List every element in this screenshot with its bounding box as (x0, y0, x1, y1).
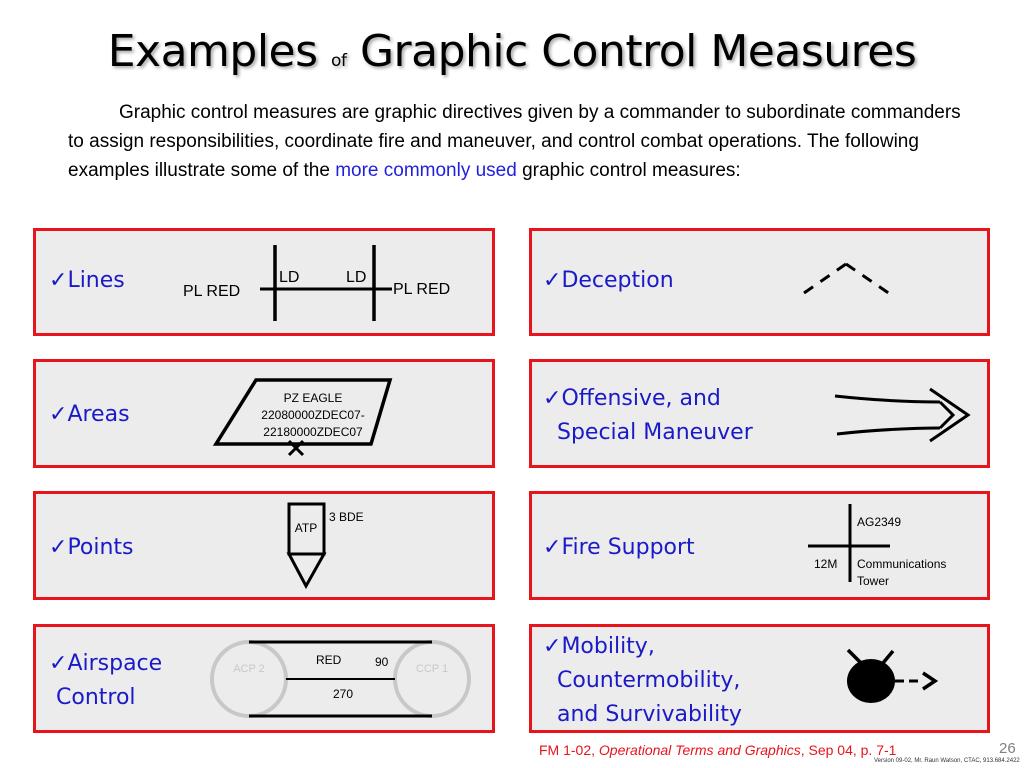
title-part1: Examples (107, 26, 318, 77)
version-note: Version 09-02, Mr. Raun Watson, CTAC, 913.684.2422 (874, 758, 1020, 764)
ammo-transfer-point-symbol (36, 494, 492, 597)
offensive-label-line1: Offensive, and (561, 386, 721, 411)
mobility-label-line3: and Survivability (557, 702, 742, 727)
citation-title: Operational Terms and Graphics (598, 742, 801, 758)
atp-text: ATP (294, 521, 318, 535)
check-icon: ✓ (49, 651, 68, 676)
target-desc-line1: Communications (857, 557, 947, 571)
ccp-label: CCP 1 (415, 663, 449, 675)
corridor-altitude: 90 (375, 655, 389, 669)
corridor-heading: 270 (333, 687, 354, 701)
intro-text-after: graphic control measures: (516, 160, 741, 181)
panel-areas (33, 359, 495, 468)
panel-airspace (33, 624, 495, 733)
page-title (0, 26, 1024, 77)
area-time-end: 22180000ZDEC07 (263, 425, 363, 439)
panel-lines (33, 228, 495, 336)
check-icon: ✓ (49, 402, 68, 427)
axis-of-advance-symbol (532, 362, 987, 465)
pickup-zone-symbol (36, 362, 492, 465)
citation-prefix: FM 1-02, (539, 742, 599, 758)
intro-text-before: Graphic control measures are graphic directives given by a commander to subordinate commanders to assign responsibilities, coordinate fire and maneuver, and control combat operations. The following examples illustrate some of the (68, 102, 961, 181)
title-of: of (331, 51, 347, 71)
unit-text: 3 BDE (329, 510, 364, 524)
check-icon: ✓ (543, 634, 562, 659)
fire-support-label-text: Fire Support (561, 535, 695, 560)
areas-label-text: Areas (67, 402, 130, 427)
target-desc-line2: Tower (857, 574, 890, 588)
panel-points (33, 491, 495, 600)
intro-highlight: more commonly used (335, 160, 517, 181)
panel-deception (529, 228, 990, 336)
phase-line-symbol (36, 231, 492, 333)
panel-fire-support (529, 491, 990, 600)
target-id: AG2349 (857, 515, 902, 529)
check-icon: ✓ (49, 535, 68, 560)
check-icon: ✓ (543, 268, 562, 293)
acp-label: ACP 2 (233, 663, 265, 675)
air-corridor-symbol (36, 627, 492, 730)
title-part2: Graphic Control Measures (359, 26, 917, 77)
mobility-label-line2: Countermobility, (557, 668, 741, 693)
area-name: PZ EAGLE (283, 391, 343, 405)
offensive-label-line2: Special Maneuver (557, 420, 753, 445)
citation-suffix: , Sep 04, p. 7-1 (800, 742, 897, 758)
deception-label-text: Deception (561, 268, 674, 293)
points-label-text: Points (67, 535, 134, 560)
page-number: 26 (999, 740, 1016, 757)
pl-left-label: PL RED (183, 283, 241, 300)
airspace-label-line1: Airspace (67, 651, 163, 676)
pl-right-label: PL RED (393, 281, 451, 298)
check-icon: ✓ (543, 386, 562, 411)
target-symbol (532, 494, 987, 597)
ld-left-label: LD (279, 269, 300, 286)
deception-symbol (532, 231, 987, 333)
mine-symbol (532, 627, 987, 730)
intro-paragraph (68, 98, 968, 185)
corridor-name: RED (316, 653, 342, 667)
mobility-label-line1: Mobility, (561, 634, 655, 659)
airspace-label-line2: Control (56, 685, 136, 710)
lines-label-text: Lines (67, 268, 125, 293)
ld-right-label: LD (346, 269, 367, 286)
panel-offensive (529, 359, 990, 468)
panel-mobility (529, 624, 990, 733)
check-icon: ✓ (543, 535, 562, 560)
source-citation (539, 742, 896, 758)
check-icon: ✓ (49, 268, 68, 293)
area-time-start: 22080000ZDEC07- (261, 408, 365, 422)
target-range: 12M (814, 557, 838, 571)
